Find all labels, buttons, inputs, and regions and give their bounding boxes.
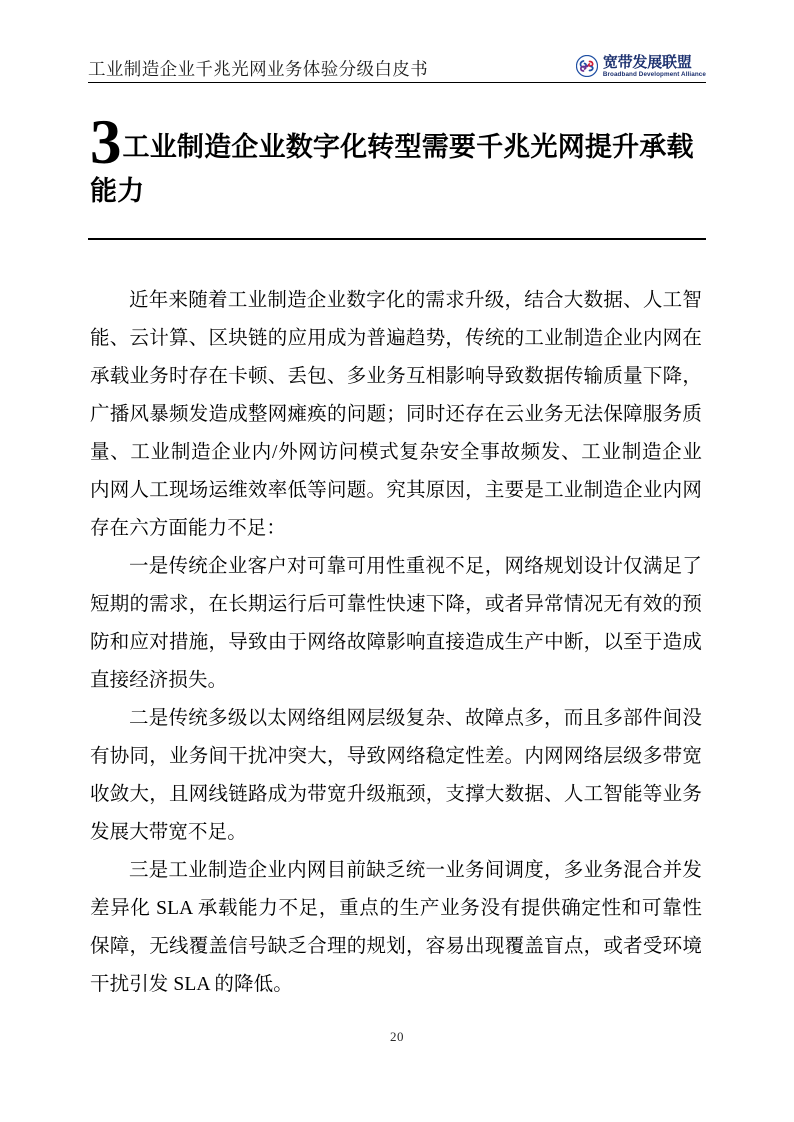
logo-name-en: Broadband Development Alliance: [602, 70, 706, 78]
logo-name-cn: 宽带发展联盟: [602, 53, 692, 71]
section-heading-text: 工业制造企业数字化转型需要千兆光网提升承载能力: [90, 132, 694, 207]
paragraph: 二是传统多级以太网络组网层级复杂、故障点多，而且多部件间没有协同，业务间干扰冲突大，导致网络稳定性差。内网网络层级多带宽收敛大，且网线链路成为带宽升级瓶颈，支撑大数据、人工智能等业务发展大带宽不足。: [90, 708, 702, 843]
section-heading-line: [90, 107, 694, 207]
page-footer: [0, 1028, 794, 1046]
section-number: 3: [90, 107, 122, 178]
section-heading: [90, 107, 704, 213]
header-divider: [88, 82, 706, 83]
organization-logo: [576, 55, 706, 80]
paragraph: 三是工业制造企业内网目前缺乏统一业务间调度，多业务混合并发差异化 SLA 承载能力不足，重点的生产业务没有提供确定性和可靠性保障，无线覆盖信号缺乏合理的规划，容易出现覆盖盲点，或者受环境干扰引发 SLA 的降低。: [90, 860, 702, 995]
body-content: [90, 282, 702, 1004]
logo-text-block: [603, 55, 706, 78]
broadband-alliance-logo-icon: [576, 55, 598, 77]
page-number: 20: [390, 1029, 404, 1044]
page-header: [88, 46, 706, 80]
paragraph: 一是传统企业客户对可靠可用性重视不足，网络规划设计仅满足了短期的需求，在长期运行后可靠性快速下降，或者异常情况无有效的预防和应对措施，导致由于网络故障影响直接造成生产中断，以至于造成直接经济损失。: [90, 556, 702, 691]
header-title: 工业制造企业千兆光网业务体验分级白皮书: [88, 58, 429, 79]
section-heading-divider: [88, 238, 706, 240]
paragraph: 近年来随着工业制造企业数字化的需求升级，结合大数据、人工智能、云计算、区块链的应用成为普遍趋势，传统的工业制造企业内网在承载业务时存在卡顿、丢包、多业务互相影响导致数据传输质量下降，广播风暴频发造成整网瘫痪的问题；同时还存在云业务无法保障服务质量、工业制造企业内/外网访问模式复杂安全事故频发、工业制造企业内网人工现场运维效率低等问题。究其原因，主要是工业制造企业内网存在六方面能力不足：: [90, 290, 702, 539]
